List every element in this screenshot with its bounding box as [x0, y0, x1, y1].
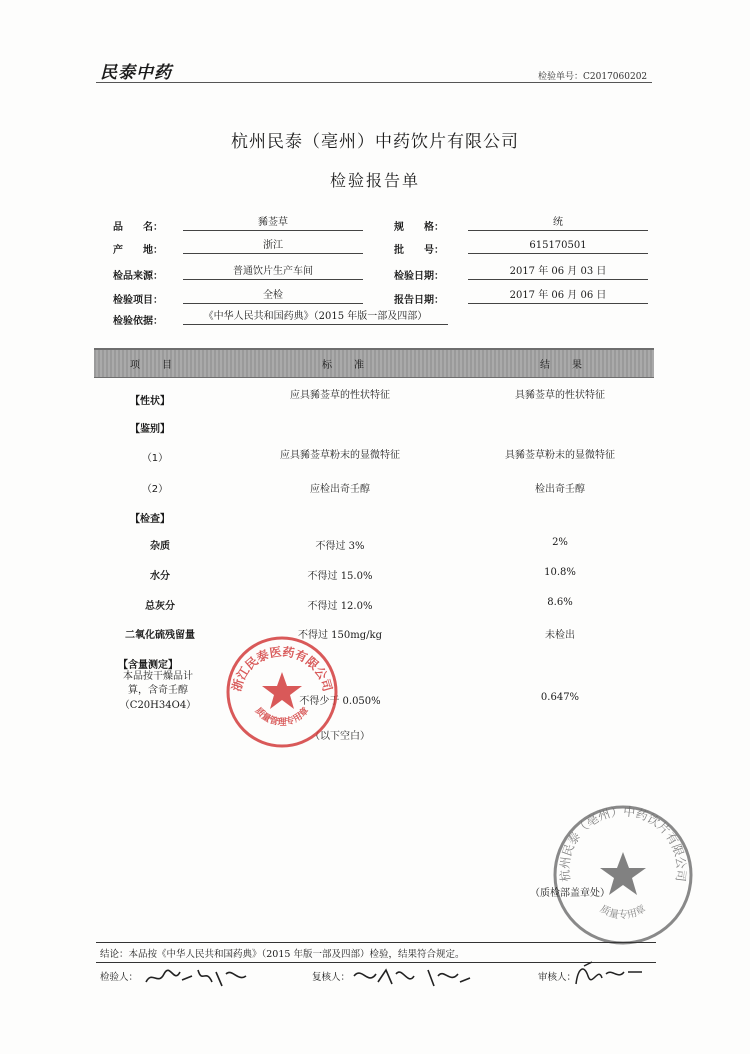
red-company-stamp	[222, 632, 342, 752]
col-header-standard: 标 准	[322, 360, 370, 371]
section-identification: 【鉴别】	[130, 424, 170, 435]
gray-stamp-inner-text: 质量专用章	[598, 903, 648, 922]
approver-signature	[570, 958, 650, 990]
section-traits: 【性状】	[130, 396, 170, 407]
origin-label: 产 地：	[113, 245, 163, 256]
impurity-result: 2%	[552, 537, 568, 548]
report-number: 检验单号：C2017060202	[538, 72, 648, 82]
conclusion-top-rule	[96, 942, 656, 943]
basis-value: 《中华人民共和国药典》（2015 年版一部及四部）	[183, 309, 448, 325]
impurity-standard: 不得过 3%	[315, 541, 365, 552]
reviewer-signature	[350, 962, 480, 992]
svg-text:质量专用章	[598, 902, 648, 921]
blank-below-note: （以下空白）	[310, 731, 370, 742]
red-stamp-inner-text: 质量管理专用章	[252, 705, 312, 728]
brand-logo: 民泰中药	[100, 63, 172, 83]
test-date-value: 2017 年 06 月 03 日	[468, 264, 648, 280]
batch-label: 批 号：	[394, 245, 444, 256]
water-item: 水分	[150, 571, 170, 582]
ident1-item: （1）	[141, 453, 169, 464]
assay-formula: （C20H34O4）	[119, 700, 197, 711]
water-result: 10.8%	[544, 567, 576, 578]
ash-result: 8.6%	[547, 597, 573, 608]
inspector-label: 检验人：	[100, 972, 139, 983]
spec-value: 统	[468, 215, 648, 231]
basis-label: 检验依据：	[113, 316, 163, 327]
gray-stamp-outer-text: 杭州民泰（亳州）中药饮片有限公司	[557, 804, 689, 883]
impurity-item: 杂质	[150, 541, 170, 552]
traits-result: 具豨莶草的性状特征	[515, 390, 605, 401]
ident1-standard: 应具豨莶草粉末的显微特征	[280, 450, 400, 461]
section-check: 【检查】	[130, 514, 170, 525]
traits-standard: 应具豨莶草的性状特征	[290, 390, 390, 401]
col-header-result: 结 果	[540, 360, 588, 371]
origin-value: 浙江	[183, 238, 363, 254]
ident2-item: （2）	[141, 484, 169, 495]
red-stamp-outer-text: 浙江民泰医药有限公司	[229, 644, 335, 693]
so2-result: 未检出	[545, 630, 575, 641]
so2-standard: 不得过 150mg/kg	[298, 630, 382, 641]
approver-label: 审核人：	[538, 972, 577, 983]
name-value: 豨莶草	[183, 215, 363, 231]
col-header-item: 项 目	[130, 360, 178, 371]
conclusion-text: 结论：本品按《中华人民共和国药典》（2015 年版一部及四部）检验，结果符合规定。	[100, 949, 465, 960]
report-date-value: 2017 年 06 月 06 日	[468, 288, 648, 304]
reviewer-label: 复核人：	[312, 972, 351, 983]
batch-value: 615170501	[468, 238, 648, 254]
ash-item: 总灰分	[145, 601, 175, 612]
assay-result: 0.647%	[540, 692, 580, 703]
so2-item: 二氧化硫残留量	[125, 630, 195, 641]
report-date-label: 报告日期：	[394, 295, 444, 306]
name-label: 品 名：	[113, 222, 163, 233]
test-date-label: 检验日期：	[394, 271, 444, 282]
source-label: 检品来源：	[113, 271, 163, 282]
assay-standard: 不得少于 0.050%	[299, 696, 381, 707]
source-value: 普通饮片生产车间	[183, 264, 363, 280]
qc-dept-stamp-note: （质检部盖章处）	[530, 888, 610, 899]
water-standard: 不得过 15.0%	[307, 571, 373, 582]
item-label: 检验项目：	[113, 295, 163, 306]
item-value: 全检	[183, 288, 363, 304]
assay-line-2: 算，含奇壬醇	[128, 685, 188, 696]
document-title: 检验报告单	[329, 171, 420, 190]
ash-standard: 不得过 12.0%	[307, 601, 373, 612]
ident2-result: 检出奇壬醇	[535, 484, 585, 495]
assay-line-1: 本品按干燥品计	[123, 671, 193, 682]
spec-label: 规 格：	[394, 222, 444, 233]
ident1-result: 具豨莶草粉末的显微特征	[505, 450, 615, 461]
inspector-signature	[142, 962, 252, 992]
gray-qc-stamp	[548, 800, 698, 950]
svg-text:质量管理专用章	[253, 705, 312, 728]
section-assay: 【含量测定】	[118, 660, 178, 671]
company-title: 杭州民泰（亳州）中药饮片有限公司	[231, 132, 519, 152]
header-divider	[96, 82, 652, 83]
ident2-standard: 应检出奇壬醇	[310, 484, 370, 495]
